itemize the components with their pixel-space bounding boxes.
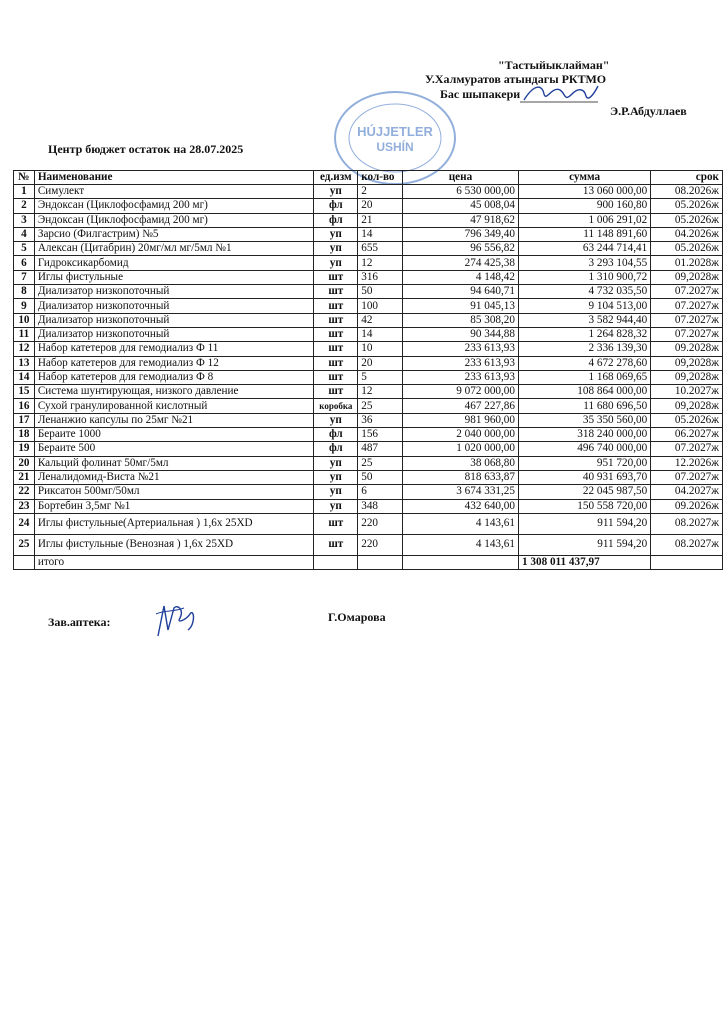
unit: фл [314,428,358,442]
col-header-name: Наименование [34,171,314,185]
expiry: 05.2026ж [651,199,723,213]
expiry: 05.2026ж [651,242,723,256]
row-number: 8 [14,285,35,299]
row-number: 12 [14,342,35,356]
total-cell-empty [14,555,35,569]
unit: коробка [314,399,358,413]
item-name: Алексан (Цитабрин) 20мг/мл мг/5мл №1 [34,242,314,256]
sum: 9 104 513,00 [518,299,650,313]
quantity: 220 [358,534,403,555]
total-cell-empty [402,555,518,569]
row-number: 21 [14,470,35,484]
item-name: Иглы фистульные (Венозная ) 1,6х 25XD [34,534,314,555]
sum: 3 582 944,40 [518,313,650,327]
quantity: 36 [358,413,403,427]
price: 981 960,00 [402,413,518,427]
row-number: 1 [14,185,35,199]
price: 432 640,00 [402,499,518,513]
quantity: 220 [358,513,403,534]
price: 274 425,38 [402,256,518,270]
price: 4 143,61 [402,513,518,534]
unit: шт [314,342,358,356]
total-cell-empty [651,555,723,569]
row-number: 7 [14,270,35,284]
table-row [14,534,723,555]
col-header-quantity: кол-во [358,171,403,185]
table-row [14,370,723,384]
price: 91 045,13 [402,299,518,313]
item-name: Иглы фистульные [34,270,314,284]
row-number: 11 [14,327,35,341]
item-name: Система шунтирующая, низкого давление [34,385,314,399]
quantity: 6 [358,485,403,499]
item-name: Диализатор низкопоточный [34,285,314,299]
stamp-text-line1: HÚJJETLER [357,124,433,139]
expiry: 07.2027ж [651,470,723,484]
sum: 318 240 000,00 [518,428,650,442]
unit: шт [314,356,358,370]
price: 2 040 000,00 [402,428,518,442]
expiry: 04.2026ж [651,227,723,241]
expiry: 01.2028ж [651,256,723,270]
unit: уп [314,413,358,427]
sum: 911 594,20 [518,534,650,555]
quantity: 20 [358,356,403,370]
expiry: 04.2027ж [651,485,723,499]
row-number: 24 [14,513,35,534]
row-number: 19 [14,442,35,456]
sum: 22 045 987,50 [518,485,650,499]
sum: 63 244 714,41 [518,242,650,256]
price: 233 613,93 [402,356,518,370]
unit: шт [314,370,358,384]
quantity: 100 [358,299,403,313]
expiry: 06.2027ж [651,428,723,442]
unit: шт [314,313,358,327]
table-row [14,256,723,270]
price: 9 072 000,00 [402,385,518,399]
unit: шт [314,513,358,534]
sum: 496 740 000,00 [518,442,650,456]
item-name: Эндоксан (Циклофосфамид 200 мг) [34,199,314,213]
unit: фл [314,213,358,227]
sum: 911 594,20 [518,513,650,534]
item-name: Диализатор низкопоточный [34,299,314,313]
row-number: 14 [14,370,35,384]
expiry: 09,2028ж [651,370,723,384]
total-cell-empty [358,555,403,569]
quantity: 25 [358,456,403,470]
price: 818 633,87 [402,470,518,484]
price: 1 020 000,00 [402,442,518,456]
col-header-sum: сумма [518,171,650,185]
quantity: 50 [358,285,403,299]
unit: фл [314,442,358,456]
price: 90 344,88 [402,327,518,341]
item-name: Бераите 500 [34,442,314,456]
footer-name: Г.Омарова [328,610,386,624]
quantity: 5 [358,370,403,384]
unit: фл [314,199,358,213]
price: 94 640,71 [402,285,518,299]
table-row [14,313,723,327]
price: 3 674 331,25 [402,485,518,499]
price: 6 530 000,00 [402,185,518,199]
table-row [14,485,723,499]
total-cell-empty [314,555,358,569]
table-row [14,385,723,399]
unit: шт [314,299,358,313]
table-row [14,456,723,470]
col-header-price: цена [402,171,518,185]
quantity: 156 [358,428,403,442]
table-row [14,242,723,256]
item-name: Кальций фолинат 50мг/5мл [34,456,314,470]
sum: 3 293 104,55 [518,256,650,270]
expiry: 09.2026ж [651,499,723,513]
quantity: 42 [358,313,403,327]
expiry: 10.2027ж [651,385,723,399]
expiry: 08.2027ж [651,534,723,555]
table-row [14,399,723,413]
row-number: 5 [14,242,35,256]
expiry: 09,2028ж [651,356,723,370]
price: 233 613,93 [402,342,518,356]
sum: 11 148 891,60 [518,227,650,241]
quantity: 348 [358,499,403,513]
item-name: Набор катетеров для гемодиализ Ф 8 [34,370,314,384]
price: 4 143,61 [402,534,518,555]
item-name: Ленанжио капсулы по 25мг №21 [34,413,314,427]
expiry: 09,2028ж [651,399,723,413]
sum: 35 350 560,00 [518,413,650,427]
expiry: 07.2027ж [651,313,723,327]
approval-title: "Тастыйыклайман" [498,58,610,72]
expiry: 07.2027ж [651,285,723,299]
expiry: 08.2026ж [651,185,723,199]
unit: шт [314,285,358,299]
row-number: 23 [14,499,35,513]
table-row [14,285,723,299]
quantity: 655 [358,242,403,256]
col-header-number: № [14,171,35,185]
price: 45 008,04 [402,199,518,213]
expiry: 07.2027ж [651,299,723,313]
col-header-unit: ед.изм [314,171,358,185]
item-name: Симулект [34,185,314,199]
row-number: 13 [14,356,35,370]
table-header-row [14,171,723,185]
row-number: 25 [14,534,35,555]
expiry: 09.2028ж [651,342,723,356]
unit: уп [314,456,358,470]
expiry: 09,2028ж [651,270,723,284]
item-name: Риксатон 500мг/50мл [34,485,314,499]
table-row [14,327,723,341]
item-name: Зарсио (Филгастрим) №5 [34,227,314,241]
quantity: 316 [358,270,403,284]
quantity: 14 [358,227,403,241]
sum: 1 264 828,32 [518,327,650,341]
price: 38 068,80 [402,456,518,470]
table-row [14,185,723,199]
expiry: 08.2027ж [651,513,723,534]
item-name: Диализатор низкопоточный [34,327,314,341]
item-name: Набор катетеров для гемодиализ Ф 11 [34,342,314,356]
unit: уп [314,185,358,199]
quantity: 50 [358,470,403,484]
stock-table [13,170,723,570]
price: 4 148,42 [402,270,518,284]
table-row [14,442,723,456]
row-number: 4 [14,227,35,241]
item-name: Леналидомид-Виста №21 [34,470,314,484]
item-name: Сухой гранулированной кислотный [34,399,314,413]
document-title: Центр бюджет остаток на 28.07.2025 [48,142,244,156]
unit: уп [314,485,358,499]
sum: 900 160,80 [518,199,650,213]
row-number: 16 [14,399,35,413]
row-number: 18 [14,428,35,442]
sum: 108 864 000,00 [518,385,650,399]
sum: 1 006 291,02 [518,213,650,227]
quantity: 12 [358,256,403,270]
approval-name: Э.Р.Абдуллаев [610,104,687,118]
sum: 11 680 696,50 [518,399,650,413]
quantity: 10 [358,342,403,356]
unit: шт [314,270,358,284]
chief-signature-icon [520,80,600,108]
table-row [14,299,723,313]
sum: 13 060 000,00 [518,185,650,199]
row-number: 3 [14,213,35,227]
sum: 951 720,00 [518,456,650,470]
price: 47 918,62 [402,213,518,227]
quantity: 20 [358,199,403,213]
quantity: 21 [358,213,403,227]
approval-role: Бас шыпакери [440,87,521,101]
total-label: итого [34,555,314,569]
sum: 1 168 069,65 [518,370,650,384]
sum: 2 336 139,30 [518,342,650,356]
unit: уп [314,227,358,241]
item-name: Эндоксан (Циклофосфамид 200 мг) [34,213,314,227]
item-name: Бортебин 3,5мг №1 [34,499,314,513]
table-row [14,513,723,534]
table-row [14,428,723,442]
price: 796 349,40 [402,227,518,241]
pharmacy-signature-icon [150,600,200,640]
expiry: 07.2027ж [651,327,723,341]
quantity: 12 [358,385,403,399]
price: 233 613,93 [402,370,518,384]
row-number: 10 [14,313,35,327]
row-number: 6 [14,256,35,270]
sum: 4 672 278,60 [518,356,650,370]
sum: 40 931 693,70 [518,470,650,484]
sum: 1 310 900,72 [518,270,650,284]
unit: шт [314,534,358,555]
quantity: 14 [358,327,403,341]
price: 96 556,82 [402,242,518,256]
item-name: Набор катетеров для гемодиализ Ф 12 [34,356,314,370]
total-row [14,555,723,569]
table-row [14,227,723,241]
unit: уп [314,256,358,270]
total-sum: 1 308 011 437,97 [518,555,650,569]
table-row [14,342,723,356]
item-name: Иглы фистульные(Артериальная ) 1,6х 25XD [34,513,314,534]
unit: уп [314,499,358,513]
expiry: 05.2026ж [651,413,723,427]
price: 85 308,20 [402,313,518,327]
row-number: 20 [14,456,35,470]
expiry: 12.2026ж [651,456,723,470]
quantity: 2 [358,185,403,199]
table-row [14,270,723,284]
row-number: 2 [14,199,35,213]
table-row [14,213,723,227]
quantity: 487 [358,442,403,456]
row-number: 17 [14,413,35,427]
expiry: 07.2027ж [651,442,723,456]
unit: шт [314,385,358,399]
table-row [14,356,723,370]
col-header-expiry: срок [651,171,723,185]
sum: 4 732 035,50 [518,285,650,299]
unit: шт [314,327,358,341]
table-row [14,470,723,484]
unit: уп [314,470,358,484]
approval-organization: У.Халмуратов атындагы РКТМО [425,72,607,86]
expiry: 05.2026ж [651,213,723,227]
price: 467 227,86 [402,399,518,413]
table-row [14,499,723,513]
sum: 150 558 720,00 [518,499,650,513]
item-name: Диализатор низкопоточный [34,313,314,327]
footer-role: Зав.аптека: [48,615,111,629]
row-number: 22 [14,485,35,499]
table-row [14,413,723,427]
row-number: 15 [14,385,35,399]
item-name: Бераите 1000 [34,428,314,442]
table-row [14,199,723,213]
unit: уп [314,242,358,256]
stamp-text-line2: USHÍN [376,140,414,154]
item-name: Гидроксикарбомид [34,256,314,270]
quantity: 25 [358,399,403,413]
row-number: 9 [14,299,35,313]
